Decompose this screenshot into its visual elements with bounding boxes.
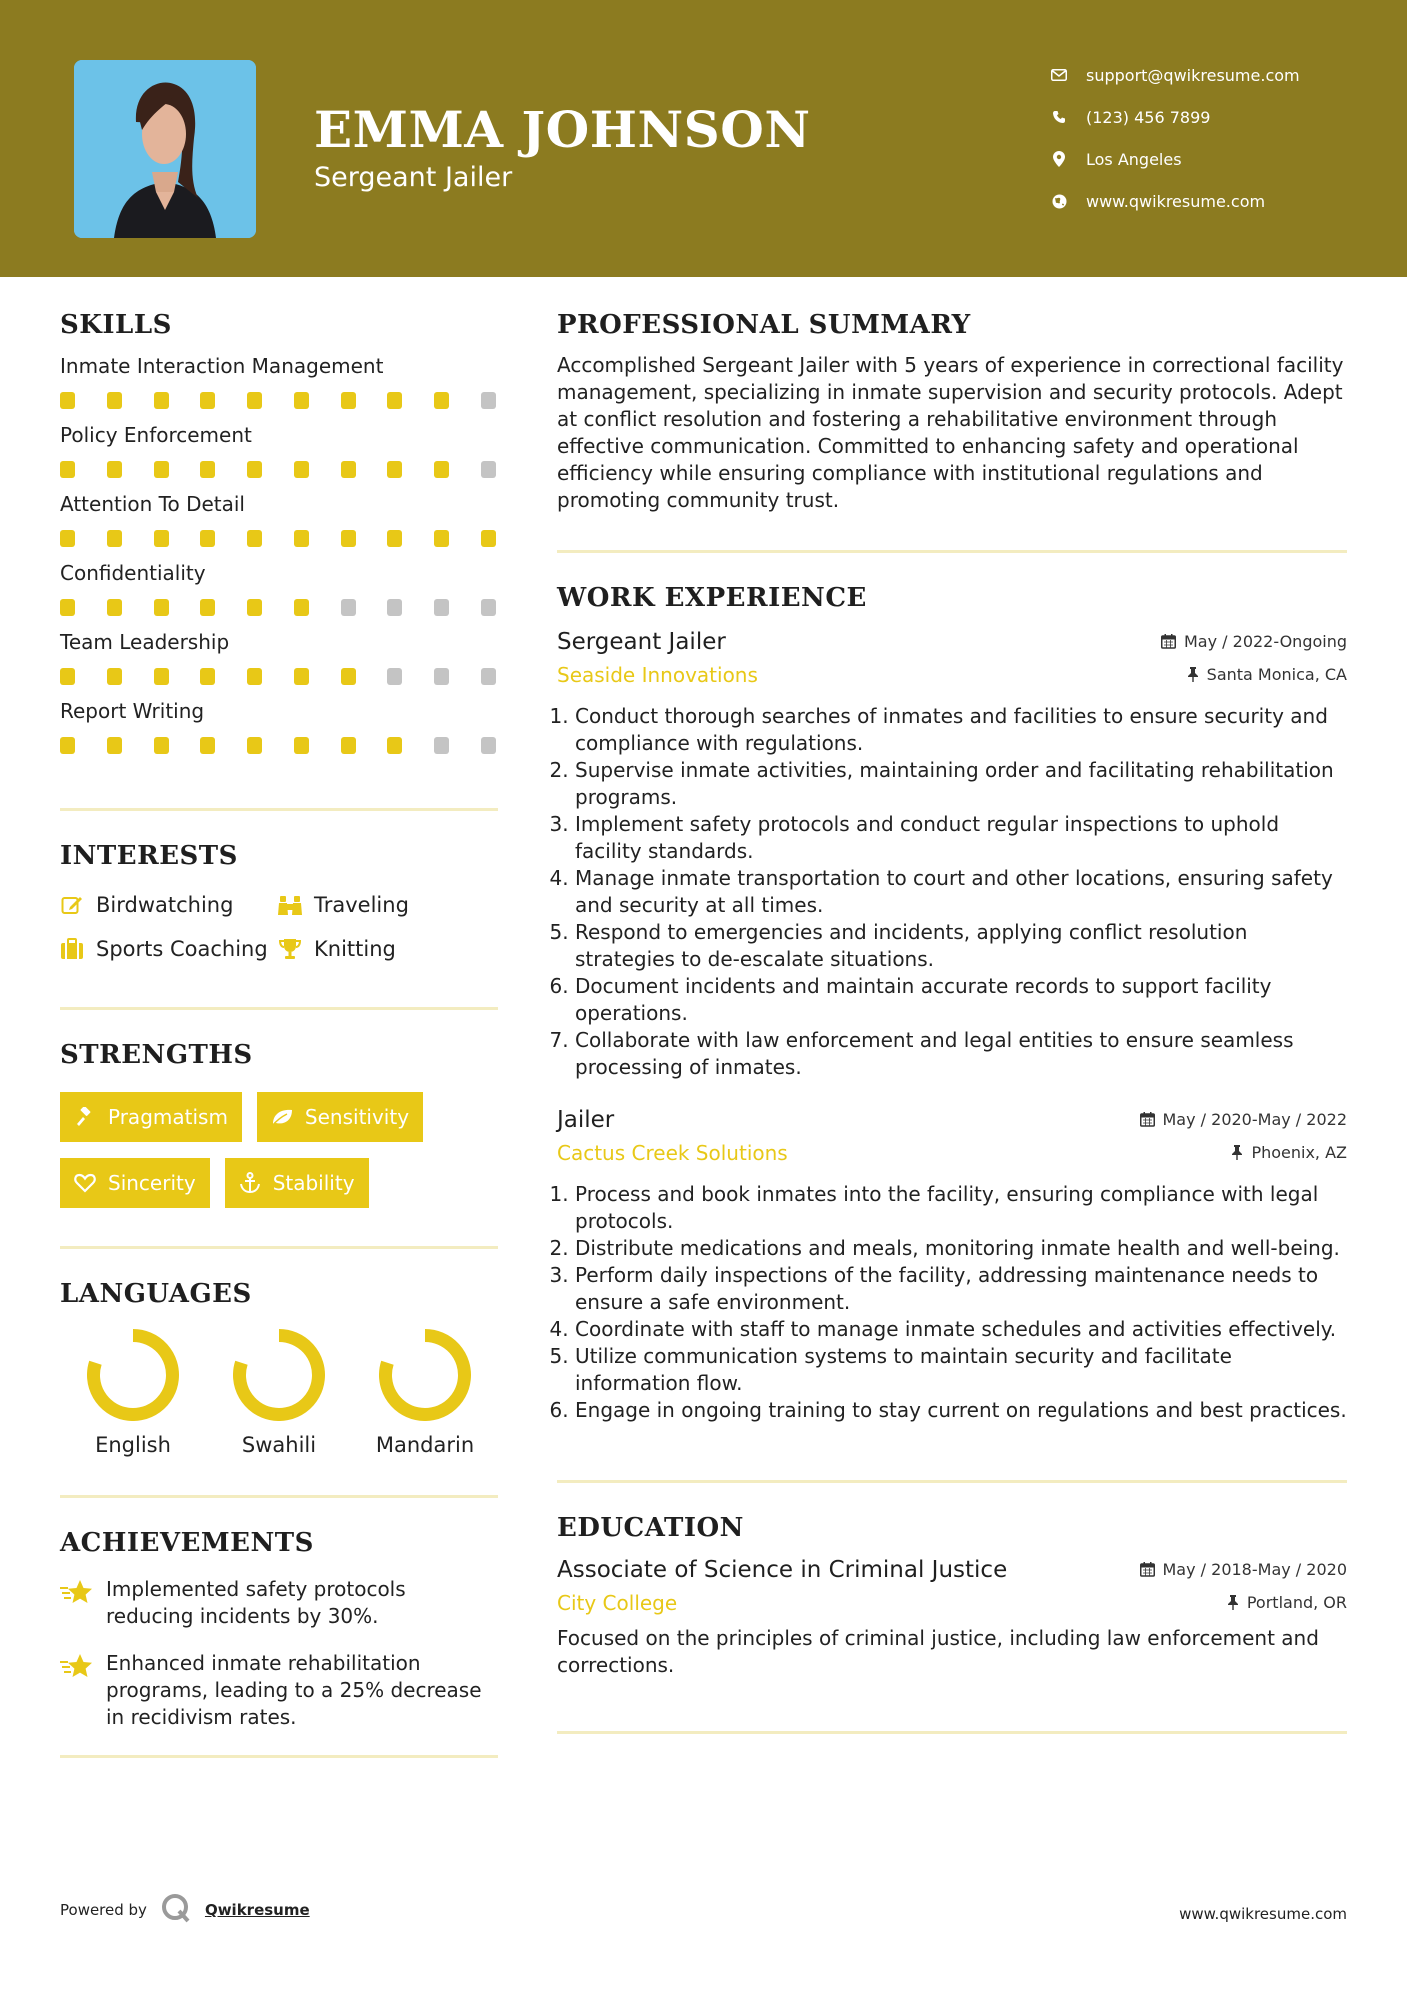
qwikresume-link[interactable]: Qwikresume: [204, 1901, 310, 1919]
achievement-item: [60, 1650, 498, 1731]
contact-email[interactable]: [1050, 54, 1380, 96]
contact-phone[interactable]: [1050, 96, 1380, 138]
skill-name: Inmate Interaction Management: [60, 354, 384, 378]
job-location-text: Santa Monica, CA: [1206, 665, 1347, 684]
powered-by-label: Powered by: [60, 1901, 147, 1919]
skill-dot-filled: [387, 737, 402, 754]
skill-dot-filled: [387, 392, 402, 409]
candidate-name: EMMA JOHNSON: [314, 100, 811, 159]
skill-dot-filled: [200, 599, 215, 616]
language-item: [206, 1329, 352, 1457]
globe-icon: [1050, 192, 1068, 210]
section-divider: [60, 1246, 498, 1249]
skill-dot-empty: [481, 599, 496, 616]
skill-item: [60, 561, 498, 616]
skill-dot-filled: [247, 737, 262, 754]
skill-dot-empty: [387, 599, 402, 616]
list-item: 4. Coordinate with staff to manage inmate schedules and activities effectively.: [575, 1316, 1347, 1343]
skill-dot-empty: [481, 392, 496, 409]
strength-chip: [60, 1158, 210, 1208]
skill-dot-filled: [107, 461, 122, 478]
phone-icon: [1050, 108, 1068, 126]
skill-rating: [60, 668, 498, 685]
skill-dot-empty: [481, 668, 496, 685]
job-date: [1140, 1110, 1348, 1129]
summary-title: PROFESSIONAL SUMMARY: [557, 310, 971, 340]
job-subheader: [557, 663, 1347, 687]
education-description: Focused on the principles of criminal justice, including law enforcement and corrections.: [557, 1626, 1319, 1677]
skill-dot-filled: [341, 737, 356, 754]
calendar-icon: [1140, 1562, 1155, 1577]
skill-item: [60, 423, 498, 478]
skill-dot-filled: [60, 461, 75, 478]
language-label: Swahili: [241, 1433, 317, 1457]
contact-email-text: support@qwikresume.com: [1086, 65, 1300, 85]
section-divider: [557, 550, 1347, 553]
gavel-icon: [74, 1106, 96, 1128]
achievements-title: ACHIEVEMENTS: [60, 1528, 314, 1558]
language-item: [352, 1329, 498, 1457]
contact-website[interactable]: [1050, 180, 1380, 222]
skill-item: [60, 492, 498, 547]
list-item: 5. Utilize communication systems to maintain security and facilitate information flow.: [575, 1343, 1347, 1397]
skill-dot-empty: [387, 668, 402, 685]
section-divider: [557, 1480, 1347, 1483]
education-date: [1140, 1560, 1348, 1579]
skill-dot-empty: [481, 461, 496, 478]
job-header: [557, 1107, 1347, 1133]
candidate-role: Sergeant Jailer: [314, 162, 513, 193]
skill-rating: [60, 392, 498, 409]
strengths-list: [60, 1092, 498, 1208]
job-location: [1231, 1143, 1347, 1162]
skill-dot-filled: [200, 392, 215, 409]
contact-list: [1050, 54, 1380, 222]
education-date-text: May / 2018-May / 2020: [1162, 1560, 1347, 1579]
skill-name: Team Leadership: [60, 630, 230, 654]
list-item: 3. Implement safety protocols and conduct regular inspections to uphold facility standards.: [575, 811, 1347, 865]
job-date-text: May / 2022-Ongoing: [1184, 632, 1347, 651]
education-location-text: Portland, OR: [1246, 1593, 1347, 1612]
language-label: English: [95, 1433, 171, 1457]
interest-item: [278, 937, 478, 961]
strength-label: Pragmatism: [108, 1105, 228, 1129]
skill-dot-filled: [294, 461, 309, 478]
skill-dot-filled: [154, 392, 169, 409]
skill-name: Report Writing: [60, 699, 205, 723]
job-date: [1161, 632, 1347, 651]
skill-dot-filled: [154, 599, 169, 616]
skill-item: [60, 630, 498, 685]
interest-label: Knitting: [314, 937, 396, 961]
skill-dot-filled: [294, 599, 309, 616]
strength-label: Sincerity: [108, 1171, 196, 1195]
interest-item: [278, 893, 478, 917]
skill-dot-filled: [294, 530, 309, 547]
strengths-section: [60, 1040, 498, 1208]
skill-name: Policy Enforcement: [60, 423, 252, 447]
languages-list: [60, 1329, 498, 1457]
achievement-text: Implemented safety protocols reducing incidents by 30%.: [106, 1577, 406, 1628]
heart-icon: [74, 1172, 96, 1194]
skill-rating: [60, 461, 498, 478]
star-icon: [60, 1652, 94, 1682]
list-item: 4. Manage inmate transportation to court and other locations, ensuring safety and security at all times.: [575, 865, 1347, 919]
languages-section: [60, 1279, 498, 1457]
skill-dot-filled: [107, 737, 122, 754]
skill-rating: [60, 737, 498, 754]
experience-section: [557, 583, 1347, 1424]
skills-title: SKILLS: [60, 310, 172, 340]
job-entry: [557, 1107, 1347, 1424]
binoculars-icon: [278, 893, 302, 917]
skill-dot-filled: [434, 461, 449, 478]
summary-section: [557, 310, 1347, 514]
skills-list: [60, 354, 498, 754]
section-divider: [60, 1755, 498, 1758]
skill-dot-filled: [154, 737, 169, 754]
skill-dot-filled: [60, 530, 75, 547]
summary-text: Accomplished Sergeant Jailer with 5 years of experience in correctional facility management, specializing in inmate supervision and security protocols. Adept at conflict resolution and fostering a rehabilitative environment through effective communication. Committed to enhancing safety and operational efficiency while ensuring compliance with institutional regulations and promoting community trust.: [557, 353, 1344, 512]
language-progress-arc: [239, 1336, 318, 1415]
skill-dot-filled: [154, 461, 169, 478]
skill-dot-filled: [107, 530, 122, 547]
skill-item: [60, 699, 498, 754]
language-progress-ring: [379, 1329, 471, 1421]
skill-dot-filled: [341, 668, 356, 685]
skill-dot-filled: [387, 461, 402, 478]
skill-item: [60, 354, 498, 409]
skill-dot-filled: [247, 392, 262, 409]
job-header: [557, 629, 1347, 655]
skill-dot-filled: [341, 530, 356, 547]
skills-section: [60, 310, 498, 754]
interest-item: [60, 937, 278, 961]
skill-dot-filled: [247, 530, 262, 547]
education-title: EDUCATION: [557, 1513, 744, 1543]
strength-chip: [60, 1092, 242, 1142]
right-column: [557, 310, 1347, 1734]
contact-phone-text: (123) 456 7899: [1086, 107, 1211, 127]
left-column: [60, 310, 498, 1758]
skill-dot-filled: [154, 668, 169, 685]
skill-dot-filled: [387, 530, 402, 547]
anchor-icon: [239, 1172, 261, 1194]
achievement-item: [60, 1576, 498, 1630]
job-location-text: Phoenix, AZ: [1251, 1143, 1347, 1162]
language-progress-arc: [93, 1336, 172, 1415]
job-title: Jailer: [557, 1107, 615, 1133]
strength-label: Sensitivity: [304, 1105, 410, 1129]
education-section: [557, 1513, 1347, 1679]
contact-website-text: www.qwikresume.com: [1086, 191, 1266, 211]
skill-rating: [60, 530, 498, 547]
list-item: 2. Supervise inmate activities, maintaining order and facilitating rehabilitation programs.: [575, 757, 1347, 811]
list-item: 5. Respond to emergencies and incidents, applying conflict resolution strategies to de-escalate situations.: [575, 919, 1347, 973]
strength-chip: [257, 1092, 423, 1142]
skill-dot-filled: [294, 392, 309, 409]
section-divider: [60, 1007, 498, 1010]
skill-dot-filled: [154, 530, 169, 547]
education-header: [557, 1557, 1347, 1583]
skill-dot-empty: [481, 737, 496, 754]
resume-header: [0, 0, 1407, 277]
achievement-text: Enhanced inmate rehabilitation programs, leading to a 25% decrease in recidivism rates.: [106, 1651, 482, 1729]
skill-dot-filled: [60, 599, 75, 616]
interests-title: INTERESTS: [60, 841, 238, 871]
envelope-icon: [1050, 66, 1068, 84]
languages-title: LANGUAGES: [60, 1279, 252, 1309]
job-title: Sergeant Jailer: [557, 629, 726, 655]
job-entry: [557, 629, 1347, 1081]
skill-dot-filled: [107, 668, 122, 685]
star-icon: [60, 1578, 94, 1608]
skill-dot-filled: [200, 461, 215, 478]
interest-label: Birdwatching: [96, 893, 234, 917]
interest-label: Traveling: [314, 893, 409, 917]
list-item: 7. Collaborate with law enforcement and legal entities to ensure seamless processing of inmates.: [575, 1027, 1347, 1081]
skill-dot-filled: [107, 599, 122, 616]
leaf-icon: [271, 1106, 293, 1128]
list-item: 1. Conduct thorough searches of inmates and facilities to ensure security and compliance with regulations.: [575, 703, 1347, 757]
interest-label: Sports Coaching: [96, 937, 268, 961]
skill-dot-empty: [434, 668, 449, 685]
list-item: 1. Process and book inmates into the facility, ensuring compliance with legal protocols.: [575, 1181, 1347, 1235]
job-company: Cactus Creek Solutions: [557, 1141, 788, 1165]
skill-dot-filled: [294, 737, 309, 754]
strength-chip: [225, 1158, 369, 1208]
section-divider: [557, 1731, 1347, 1734]
qwikresume-logo-icon: [161, 1893, 191, 1927]
skill-name: Attention To Detail: [60, 492, 245, 516]
skill-dot-filled: [247, 599, 262, 616]
skill-dot-filled: [200, 530, 215, 547]
list-item: 6. Document incidents and maintain accurate records to support facility operations.: [575, 973, 1347, 1027]
interests-section: [60, 841, 498, 961]
skill-rating: [60, 599, 498, 616]
language-item: [60, 1329, 206, 1457]
skill-dot-filled: [60, 668, 75, 685]
language-progress-arc: [385, 1336, 464, 1415]
skill-dot-empty: [434, 737, 449, 754]
trophy-icon: [278, 937, 302, 961]
language-progress-ring: [87, 1329, 179, 1421]
calendar-icon: [1161, 634, 1176, 649]
education-subheader: [557, 1591, 1347, 1615]
skill-dot-filled: [60, 737, 75, 754]
section-divider: [60, 808, 498, 811]
achievements-list: [60, 1576, 498, 1731]
education-degree: Associate of Science in Criminal Justice: [557, 1557, 1008, 1583]
profile-photo: [74, 60, 256, 238]
contact-location: [1050, 138, 1380, 180]
job-date-text: May / 2020-May / 2022: [1162, 1110, 1347, 1129]
experience-title: WORK EXPERIENCE: [557, 583, 867, 613]
section-divider: [60, 1495, 498, 1498]
location-pin-icon: [1050, 150, 1068, 168]
skill-dot-filled: [481, 530, 496, 547]
pencil-square-icon: [60, 893, 84, 917]
contact-location-text: Los Angeles: [1086, 149, 1182, 169]
education-school: City College: [557, 1591, 678, 1615]
pushpin-icon: [1187, 667, 1199, 682]
list-item: 2. Distribute medications and meals, monitoring inmate health and well-being.: [575, 1235, 1347, 1262]
calendar-icon: [1140, 1112, 1155, 1127]
strength-label: Stability: [272, 1171, 355, 1195]
skill-dot-filled: [107, 392, 122, 409]
job-location: [1187, 665, 1347, 684]
skill-dot-filled: [247, 461, 262, 478]
skill-dot-empty: [341, 599, 356, 616]
language-progress-ring: [233, 1329, 325, 1421]
skill-dot-filled: [294, 668, 309, 685]
skill-dot-filled: [60, 392, 75, 409]
skill-dot-filled: [434, 392, 449, 409]
strengths-title: STRENGTHS: [60, 1040, 253, 1070]
pushpin-icon: [1227, 1595, 1239, 1610]
job-responsibilities: [557, 703, 1347, 1081]
skill-dot-filled: [200, 737, 215, 754]
education-entry: [557, 1557, 1347, 1679]
list-item: 6. Engage in ongoing training to stay current on regulations and best practices.: [575, 1397, 1347, 1424]
skill-dot-filled: [247, 668, 262, 685]
footer-website[interactable]: www.qwikresume.com: [1179, 1905, 1347, 1923]
job-subheader: [557, 1141, 1347, 1165]
briefcase-icon: [60, 937, 84, 961]
job-responsibilities: [557, 1181, 1347, 1424]
education-location: [1227, 1593, 1347, 1612]
job-company: Seaside Innovations: [557, 663, 758, 687]
skill-dot-filled: [341, 461, 356, 478]
pushpin-icon: [1231, 1145, 1243, 1160]
skill-dot-filled: [434, 530, 449, 547]
interests-list: [60, 893, 498, 961]
footer-branding: [60, 1893, 310, 1927]
skill-dot-filled: [341, 392, 356, 409]
skill-name: Confidentiality: [60, 561, 206, 585]
skill-dot-filled: [200, 668, 215, 685]
achievements-section: [60, 1528, 498, 1731]
interest-item: [60, 893, 278, 917]
skill-dot-empty: [434, 599, 449, 616]
language-label: Mandarin: [375, 1433, 475, 1457]
list-item: 3. Perform daily inspections of the facility, addressing maintenance needs to ensure a safe environment.: [575, 1262, 1347, 1316]
